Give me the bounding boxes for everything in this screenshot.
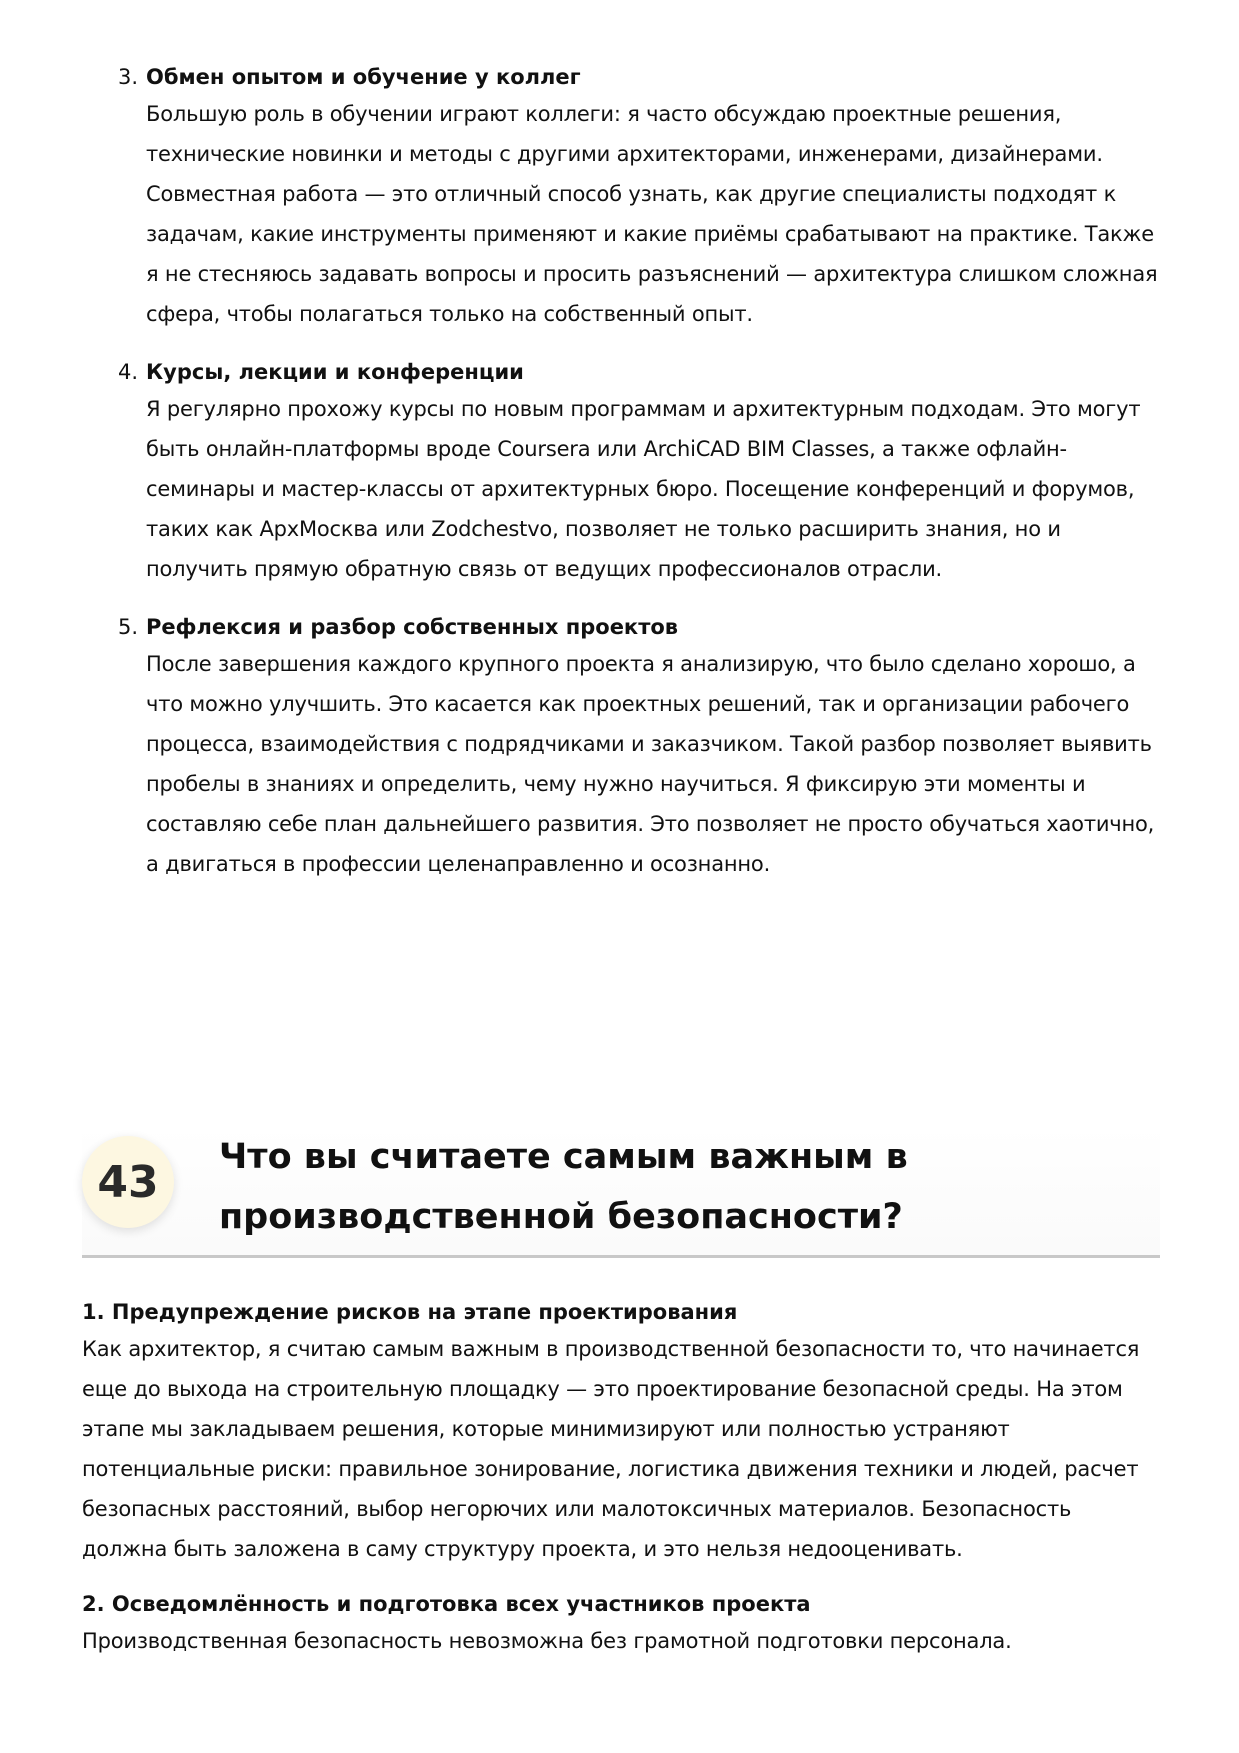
list-item-number: 4. — [118, 360, 139, 384]
question-header — [82, 1127, 1160, 1258]
answer-section-text: Как архитектор, я считаю самым важным в производственной безопасности то, что начинается еще до выхода на строительную площадку — это проектирование безопасной среды. На этом этапе мы закладываем решения, которые минимизируют или полностью устраняют потенциальные риски: правильное зонирование, логистика движения техники и людей, расчет безопасных расстояний, выбор негорючих или малотоксичных материалов. Безопасность должна быть заложена в саму структуру проекта, и это нельзя недооценивать. — [82, 1337, 1140, 1561]
list-item-text: После завершения каждого крупного проекта я анализирую, что было сделано хорошо, а что можно улучшить. Это касается как проектных решений, так и организации рабочего процесса, взаимодействия с подрядчиками и заказчиком. Такой разбор позволяет выявить пробелы в знаниях и определить, чему нужно научиться. Я фиксирую эти моменты и составляю себе план дальнейшего развития. Это позволяет не просто обучаться хаотично, а двигаться в профессии целенаправленно и осознанно. — [146, 652, 1155, 876]
answer-section — [82, 1295, 1162, 1569]
list-item-number: 5. — [118, 615, 139, 639]
list-item — [118, 612, 1158, 884]
answer-body — [82, 1295, 1162, 1679]
answer-section-heading: 2. Осведомлённость и подготовка всех участников проекта — [82, 1592, 811, 1616]
list-item-title: Обмен опытом и обучение у коллег — [146, 65, 581, 89]
list-item-title: Рефлексия и разбор собственных проектов — [146, 615, 679, 639]
list-item-text: Большую роль в обучении играют коллеги: я часто обсуждаю проектные решения, технические новинки и методы с другими архитекторами, инженерами, дизайнерами. Совместная работа — это отличный способ узнать, как другие специалисты подходят к задачам, какие инструменты применяют и какие приёмы срабатывают на практике. Также я не стесняюсь задавать вопросы и просить разъяснений — архитектура слишком сложная сфера, чтобы полагаться только на собственный опыт. — [146, 102, 1158, 326]
answer-section-text: Производственная безопасность невозможна без грамотной подготовки персонала. — [82, 1629, 1012, 1653]
list-item-title: Курсы, лекции и конференции — [146, 360, 524, 384]
list-item — [118, 357, 1158, 589]
question-title: Что вы считаете самым важным в производственной безопасности? — [219, 1137, 908, 1237]
answer-section — [82, 1587, 1162, 1661]
question-number-badge: 43 — [82, 1136, 174, 1228]
list-item-text: Я регулярно прохожу курсы по новым программам и архитектурным подходам. Это могут быть онлайн-платформы вроде Coursera или ArchiCAD BIM Classes, а также офлайн-семинары и мастер-классы от архитектурных бюро. Посещение конференций и форумов, таких как АрхМосква или Zodchestvo, позволяет не только расширить знания, но и получить прямую обратную связь от ведущих профессионалов отрасли. — [146, 397, 1141, 581]
numbered-list — [118, 62, 1158, 907]
answer-section-heading: 1. Предупреждение рисков на этапе проектирования — [82, 1300, 738, 1324]
list-item — [118, 62, 1158, 334]
list-item-number: 3. — [118, 65, 139, 89]
